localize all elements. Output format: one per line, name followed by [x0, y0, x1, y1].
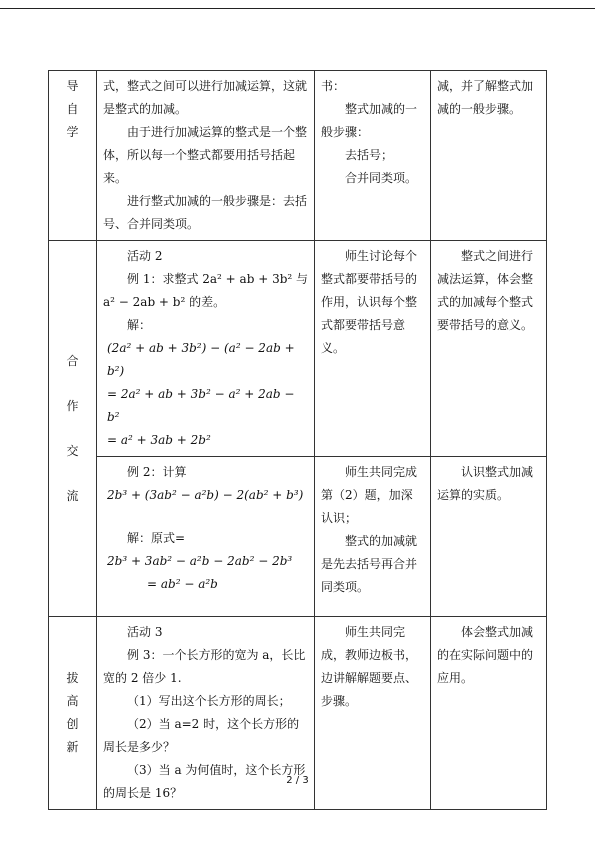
design-purpose-cell: 整式之间进行减法运算，体会整式的加减每个整式要带括号的意义。 — [431, 241, 547, 457]
activity-heading: 活动 3 — [127, 625, 163, 639]
question: （1）写出这个长方形的周长； — [127, 694, 291, 708]
math-line: 2b³ + 3ab² − a²b − 2ab² − 2b³ — [107, 554, 293, 568]
solution-label: 解： — [127, 318, 152, 332]
table-row — [49, 241, 547, 457]
content-cell — [97, 457, 315, 617]
math-expression: 2b³ + (3ab² − a²b) − 2(ab² + b³) — [107, 488, 304, 502]
math-line: = a² + 3ab + 2b² — [107, 433, 211, 447]
math-line: (2a² + ab + 3b²) − (a² − 2ab + b²) — [107, 341, 295, 378]
teacher-activity-cell: 书： 整式加减的一般步骤： 去括号； 合并同类项。 — [315, 71, 431, 241]
design-purpose-cell: 体会整式加减的在实际问题中的应用。 — [431, 617, 547, 810]
design-purpose-cell: 减，并了解整式加减的一般步骤。 — [431, 71, 547, 241]
question: （3）当 a 为何值时，这个长方形的周长是 16？ — [103, 763, 306, 800]
paragraph: 进行整式加减的一般步骤是：去括号、合并同类项。 — [103, 194, 308, 231]
page-top-rule — [0, 8, 595, 9]
design-purpose-cell: 认识整式加减运算的实质。 — [431, 457, 547, 617]
section-label-extension: 拔 高 创 新 — [49, 617, 97, 810]
table-row — [49, 71, 547, 241]
example-1: 例 1：求整式 2a² + ab + 3b² 与 a² − 2ab + b² 的差。 — [103, 272, 309, 309]
table-row — [49, 457, 547, 617]
lesson-plan-table — [48, 70, 547, 810]
teacher-activity-cell: 师生讨论每个整式都要带括号的作用，认识每个整式都要带括号意义。 — [315, 241, 431, 457]
section-label-cooperation: 合 作 交 流 — [49, 241, 97, 617]
section-label-self-study: 导 自 学 — [49, 71, 97, 241]
content-cell — [97, 241, 315, 457]
content-cell — [97, 71, 315, 241]
activity-heading: 活动 2 — [127, 249, 163, 263]
example-3: 例 3：一个长方形的宽为 a，长比宽的 2 倍少 1. — [103, 648, 306, 685]
teacher-activity-cell: 师生共同完成，教师边板书，边讲解解题要点、步骤。 — [315, 617, 431, 810]
paragraph: 式，整式之间可以进行加减运算，这就是整式的加减。 — [103, 79, 308, 116]
teacher-activity-cell: 师生共同完成第（2）题，加深认识； 整式的加减就是先去括号再合并同类项。 — [315, 457, 431, 617]
question: （2）当 a=2 时，这个长方形的周长是多少？ — [103, 717, 300, 754]
example-2: 例 2：计算 — [127, 465, 187, 479]
math-line: = 2a² + ab + 3b² − a² + 2ab − b² — [107, 387, 295, 424]
math-line: = ab² − a²b — [147, 577, 218, 591]
solution-label: 解：原式= — [127, 531, 186, 545]
paragraph: 由于进行加减运算的整式是一个整体，所以每一个整式都要用括号括起来。 — [103, 125, 308, 185]
page-number: 2 / 3 — [286, 775, 309, 786]
